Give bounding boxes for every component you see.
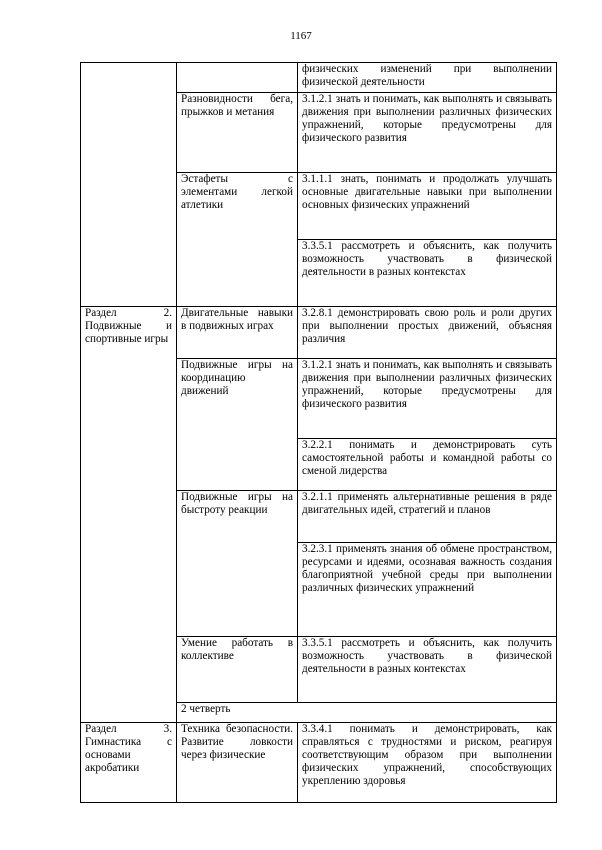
goal-cell: 3.2.2.1 понимать и демонстрировать суть самостоятельной работы и командной работы со сменой лидерства [298,439,557,491]
goal-cell: 3.1.2.1 знать и понимать, как выполнять и связывать движения при выполнении различных физических упражнений, которые предусмотрены для физического развития [298,93,557,173]
topic-cell: Умение работать в коллективе [177,637,298,703]
section-cell [81,63,177,307]
goal-cell: 3.2.1.1 применять альтернативные решения в ряде двигательных идей, стратегий и планов [298,491,557,543]
topic-cell: Подвижные игры на координацию движений [177,359,298,491]
topic-cell: Подвижные игры на быстроту реакции [177,491,298,637]
goal-cell: 3.3.4.1 понимать и демонстрировать, как справляться с трудностями и риском, реагируя соответствующим образом при выполнении физических упражнений, способствующих укреплению здоровья [298,723,557,803]
goal-cell: физических изменений при выполнении физической деятельности [298,63,557,93]
topic-cell: Эстафеты с элементами легкой атлетики [177,173,298,307]
goal-cell: 3.3.5.1 рассмотреть и объяснить, как получить возможность участвовать в физической деятельности в разных контекстах [298,637,557,703]
topic-cell: Техника безопасности. Развитие ловкости через физические [177,723,298,803]
section-cell: Раздел 2. Подвижные и спортивные игры [81,307,177,723]
goal-cell: 3.1.1.1 знать, понимать и продолжать улучшать основные двигательные навыки при выполнении основных физических упражнений [298,173,557,240]
table-row [81,63,557,93]
section-cell: Раздел 3. Гимнастика с основами акробатики [81,723,177,803]
topic-cell [177,63,298,93]
page-number: 1167 [290,30,312,42]
table-row [81,723,557,803]
goal-cell: 3.1.2.1 знать и понимать, как выполнять и связывать движения при выполнении различных физических упражнений, которые предусмотрены для физического развития [298,359,557,439]
curriculum-table [80,62,557,803]
goal-cell: 3.2.8.1 демонстрировать свою роль и роли других при выполнении простых движений, объясняя различия [298,307,557,359]
goal-cell: 3.2.3.1 применять знания об обмене пространством, ресурсами и идеями, осознавая важность создания благоприятной учебной среды при выполнении различных физических упражнений [298,543,557,637]
quarter-label: 2 четверть [177,703,557,723]
goal-cell: 3.3.5.1 рассмотреть и объяснить, как получить возможность участвовать в физической деятельности в разных контекстах [298,240,557,307]
topic-cell: Разновидности бега, прыжков и метания [177,93,298,173]
topic-cell: Двигательные навыки в подвижных играх [177,307,298,359]
table-row [81,307,557,359]
